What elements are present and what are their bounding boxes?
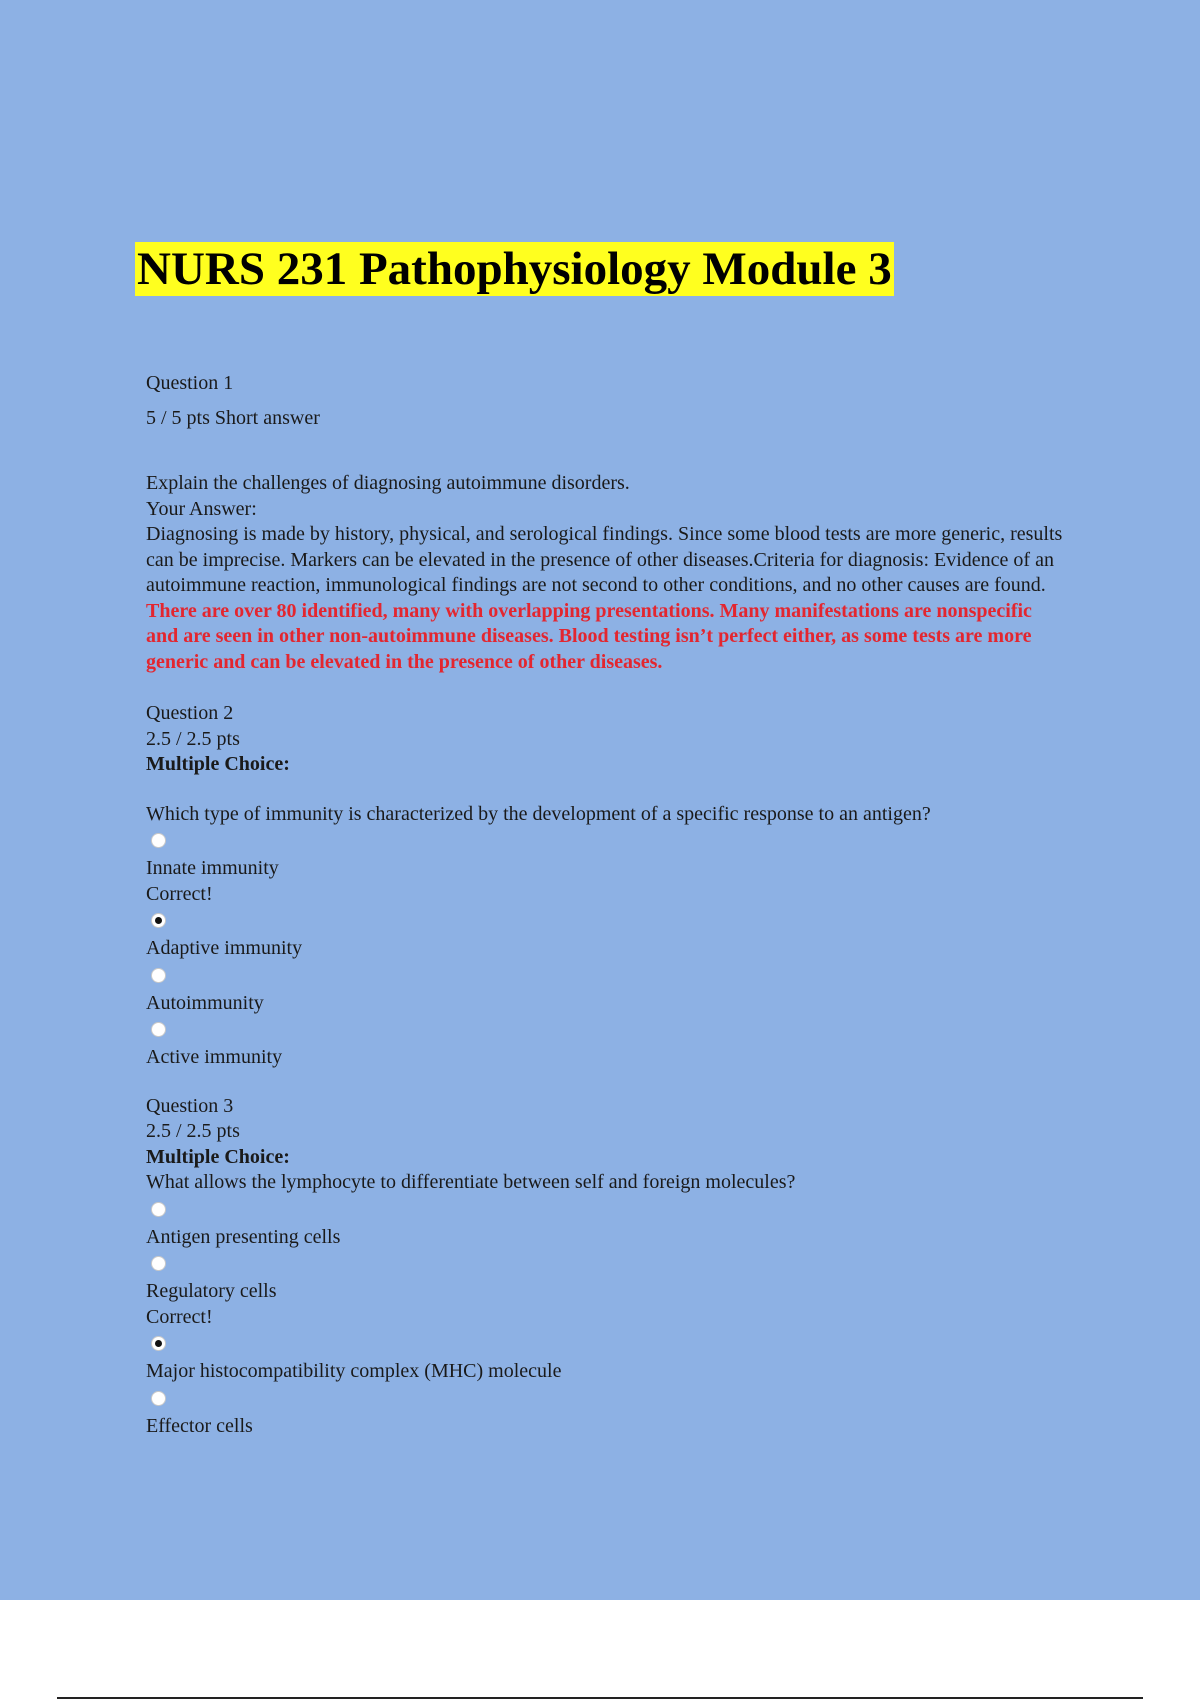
question-number: Question 2 bbox=[146, 702, 234, 724]
correct-label: Correct! bbox=[146, 1305, 213, 1328]
radio-button[interactable] bbox=[151, 968, 166, 983]
option-label: Antigen presenting cells bbox=[146, 1225, 341, 1248]
radio-button[interactable] bbox=[151, 833, 166, 848]
feedback-text: There are over 80 identified, many with overlapping presentations. Many manifestations are nonspecific and are seen in other non-autoimmune diseases. Blood testing isn’t perfect either, as some tests are more generic and can be elevated in the presence of other diseases. bbox=[146, 599, 1032, 673]
option-label: Regulatory cells bbox=[146, 1280, 277, 1302]
question-prompt: Which type of immunity is characterized by the development of a specific response to an antigen? bbox=[146, 802, 931, 825]
answer-label: Your Answer: bbox=[146, 497, 257, 520]
question-3 bbox=[146, 1094, 1066, 1440]
radio-button-selected[interactable] bbox=[151, 1336, 166, 1351]
radio-button[interactable] bbox=[151, 1022, 166, 1037]
question-type: Multiple Choice: bbox=[146, 1145, 290, 1168]
question-number: Question 3 bbox=[146, 1094, 234, 1117]
answer-text: Diagnosing is made by history, physical, and serological findings. Since some blood tests are more generic, results can be imprecise. Markers can be elevated in the presence of other diseases.Criteria for diagnosis: Evidence of an autoimmune reaction, immunological findings are not second to other conditions, and no other causes are found. bbox=[146, 523, 1063, 596]
question-prompt: What allows the lymphocyte to differentiate between self and foreign molecules? bbox=[146, 1171, 796, 1193]
footer-divider bbox=[57, 1697, 1143, 1699]
radio-button[interactable] bbox=[151, 1256, 166, 1271]
correct-label: Correct! bbox=[146, 882, 213, 905]
option-label: Active immunity bbox=[146, 1046, 283, 1068]
question-points: 2.5 / 2.5 pts bbox=[146, 1120, 240, 1142]
question-points: 5 / 5 pts Short answer bbox=[146, 406, 320, 429]
question-1 bbox=[146, 371, 1066, 675]
option-label: Adaptive immunity bbox=[146, 937, 303, 959]
radio-button[interactable] bbox=[151, 1202, 166, 1217]
question-2 bbox=[146, 701, 1066, 1071]
radio-button[interactable] bbox=[151, 1391, 166, 1406]
quiz-content bbox=[146, 371, 1066, 1439]
question-type: Multiple Choice: bbox=[146, 753, 290, 775]
option-label: Autoimmunity bbox=[146, 991, 264, 1014]
option-label: Innate immunity bbox=[146, 857, 279, 879]
option-label: Major histocompatibility complex (MHC) molecule bbox=[146, 1360, 562, 1382]
document-title: NURS 231 Pathophysiology Module 3 bbox=[137, 243, 892, 295]
option-label: Effector cells bbox=[146, 1414, 253, 1437]
question-prompt: Explain the challenges of diagnosing autoimmune disorders. bbox=[146, 472, 630, 494]
question-points: 2.5 / 2.5 pts bbox=[146, 727, 240, 750]
question-number: Question 1 bbox=[146, 372, 234, 394]
radio-button-selected[interactable] bbox=[151, 913, 166, 928]
